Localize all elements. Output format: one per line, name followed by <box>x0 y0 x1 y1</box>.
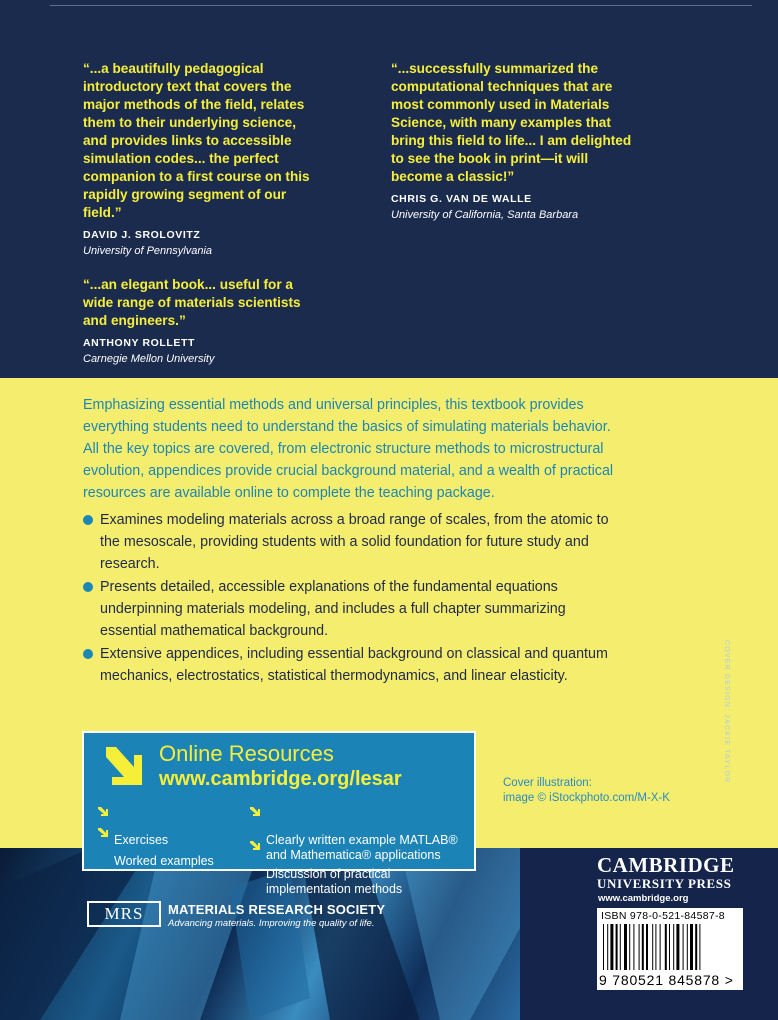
resource-label: Worked examples <box>114 854 214 868</box>
arrow-down-right-icon <box>102 741 144 791</box>
arrow-down-right-icon <box>97 826 109 838</box>
top-rule <box>50 5 752 6</box>
quote-author: ANTHONY ROLLETT <box>83 337 196 349</box>
quote-affiliation: University of Pennsylvania <box>83 245 213 257</box>
list-item-text: Presents detailed, accessible explanations of the fundamental equations underpinning materials modeling, and includes a full chapter summarizing essential mathematical background. <box>100 579 566 639</box>
list-item <box>83 509 683 575</box>
feature-list <box>83 509 683 688</box>
resource-item <box>266 837 402 897</box>
barcode <box>597 908 743 990</box>
mrs-name: MATERIALS RESEARCH SOCIETY <box>168 902 386 917</box>
arrow-down-right-icon <box>97 805 109 817</box>
quote-author: DAVID J. SROLOVITZ <box>83 229 201 241</box>
intro-paragraph: Emphasizing essential methods and universal principles, this textbook provides everything students need to understand the basics of simulating materials behavior. All the key topics are covered, from electronic structure methods to microstructural evolution, appendices provide crucial background material, and a wealth of practical resources are available online to complete the teaching package. <box>83 397 614 501</box>
quote-affiliation: University of California, Santa Barbara <box>391 209 579 221</box>
resource-label: Discussion of practical implementation methods <box>266 867 403 896</box>
quote-text: “...a beautifully pedagogical introductory text that covers the major methods of the field, relates them to their underlying science, and provides links to accessible simulation codes... the perfect companion to a first course on this rapidly growing segment of our field.” <box>83 61 310 220</box>
list-item-text: Examines modeling materials across a broad range of scales, from the atomic to the mesoscale, providing students with a solid foundation for future study and research. <box>100 512 609 572</box>
list-item <box>83 643 683 687</box>
isbn-label: ISBN 978-0-521-84587-8 <box>601 910 725 922</box>
mrs-tagline: Advancing materials. Improving the quality of life. <box>168 918 375 929</box>
photo-shards-graphic <box>0 848 520 1020</box>
quote-affiliation: Carnegie Mellon University <box>83 353 215 365</box>
list-item <box>83 576 683 642</box>
cover-design-credit: COVER DESIGN: JACKIE TAYLOR <box>723 640 730 784</box>
bullet-icon <box>83 582 93 592</box>
quote-srolovitz <box>83 60 373 259</box>
quote-text: “...an elegant book... useful for a wide range of materials scientists and engineers.” <box>83 277 301 328</box>
cover-photo <box>0 848 520 1020</box>
isbn-number: 9 780521 845878 > <box>599 972 734 988</box>
online-resources-box <box>82 731 476 896</box>
publisher-subname: UNIVERSITY PRESS <box>597 876 732 891</box>
barcode-bars <box>601 924 739 972</box>
quote-author: CHRIS G. VAN DE WALLE <box>391 193 532 205</box>
resource-label: Clearly written example MATLAB® and Mathematica® applications <box>266 833 458 862</box>
cover-illustration-credit: Cover illustration: image © iStockphoto.com/M-X-K <box>503 777 670 804</box>
online-resources-url[interactable]: www.cambridge.org/lesar <box>159 768 402 790</box>
bullet-icon <box>83 649 93 659</box>
bullet-icon <box>83 515 93 525</box>
mrs-logo: MRS <box>87 901 161 927</box>
quote-text: “...successfully summarized the computational techniques that are most commonly used in Materials Science, with many examples that bring this field to life... I am delighted to see the book in print—it will become a classic!” <box>391 61 632 184</box>
publisher-name: CAMBRIDGE <box>597 853 735 877</box>
quote-van-de-walle <box>391 60 691 223</box>
resource-item <box>114 824 214 869</box>
list-item-text: Extensive appendices, including essential background on classical and quantum mechanics, electrostatics, statistical thermodynamics, and linear elasticity. <box>100 646 608 684</box>
online-resources-title: Online Resources <box>159 741 334 766</box>
resource-label: Exercises <box>114 833 169 847</box>
publisher-url[interactable]: www.cambridge.org <box>598 893 689 904</box>
arrow-down-right-icon <box>249 839 261 851</box>
arrow-down-right-icon <box>249 805 261 817</box>
quote-rollett <box>83 276 373 367</box>
